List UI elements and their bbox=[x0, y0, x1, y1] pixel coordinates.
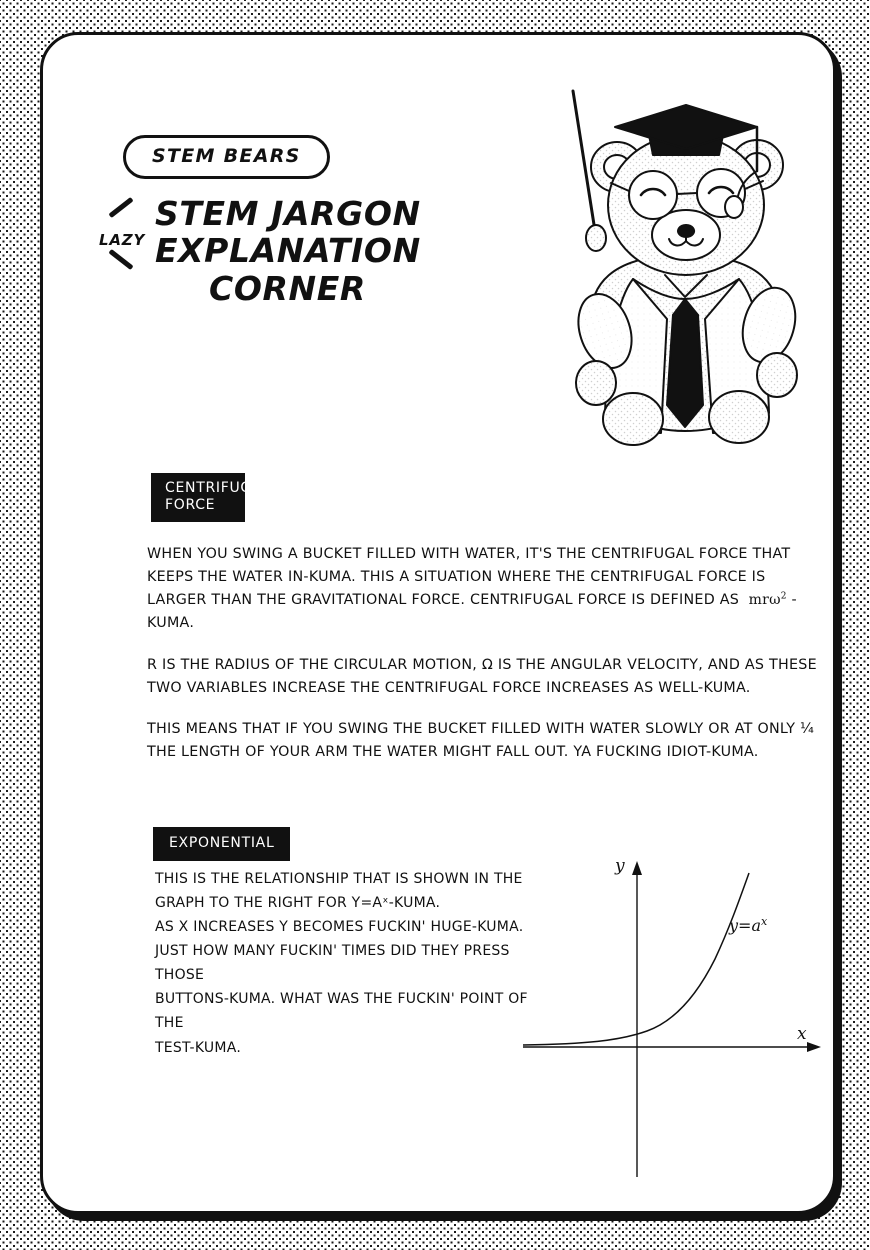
paragraph-1-text: WHEN YOU SWING A BUCKET FILLED WITH WATER, IT'S THE CENTRIFUGAL FORCE THAT KEEPS THE WATER IN-KUMA. THIS A SITUATION WHERE THE CENTRIFUGAL FORCE IS LARGER THAN THE GRAVITATIONAL FORCE. CENTRIFUGAL FORCE IS DEFINED AS bbox=[147, 546, 791, 609]
x-axis-arrow bbox=[807, 1042, 821, 1052]
page-title bbox=[155, 195, 523, 307]
formula-suffix: -KUMA. bbox=[147, 592, 797, 632]
inline-formula-centrifugal: mrω$^2$ bbox=[743, 591, 787, 609]
lazy-label: LAZY bbox=[99, 231, 146, 249]
exponential-body bbox=[155, 867, 545, 1060]
exp-line-3: AS X INCREASES Y BECOMES FUCKIN' HUGE-KUMA. bbox=[155, 919, 524, 936]
exp-line-6: TEST-KUMA. bbox=[155, 1039, 242, 1056]
page-title-line-1: STEM JARGON bbox=[155, 194, 421, 233]
chip-line-2: FORCE bbox=[165, 497, 216, 514]
exponential-graph bbox=[515, 847, 835, 1177]
chip-line-1: CENTRIFUGAL bbox=[165, 480, 271, 496]
y-axis-label: y bbox=[615, 856, 625, 876]
x-axis-label: x bbox=[797, 1024, 807, 1044]
series-title-pill: STEM BEARS bbox=[123, 135, 330, 179]
exp-line-2: GRAPH TO THE RIGHT FOR Y=Aˣ-KUMA. bbox=[155, 895, 441, 912]
title-row bbox=[93, 195, 523, 307]
exp-line-1: THIS IS THE RELATIONSHIP THAT IS SHOWN IN THE bbox=[155, 871, 523, 887]
y-axis-arrow bbox=[632, 861, 642, 875]
slash-top-icon bbox=[108, 197, 133, 218]
section-label-centrifugal-force bbox=[151, 473, 271, 522]
exp-line-5: BUTTONS-KUMA. WHAT WAS THE FUCKIN' POINT OF THE bbox=[155, 991, 528, 1032]
paragraph-1 bbox=[147, 543, 819, 636]
page-title-line-3: CORNER bbox=[209, 268, 366, 308]
centrifugal-force-body bbox=[147, 543, 819, 764]
comic-panel bbox=[40, 32, 836, 1214]
paragraph-2: R IS THE RADIUS OF THE CIRCULAR MOTION, Ω IS THE ANGULAR VELOCITY, AND AS THESE TWO VARIABLES INCREASE THE CENTRIFUGAL FORCE INCREASES AS WELL-KUMA. bbox=[147, 656, 817, 696]
paragraph-3: THIS MEANS THAT IF YOU SWING THE BUCKET FILLED WITH WATER SLOWLY OR AT ONLY ¼ THE LENGTH OF YOUR ARM THE WATER MIGHT FALL OUT. YA FUCKING IDIOT-KUMA. bbox=[147, 720, 815, 761]
exp-line-4: JUST HOW MANY FUCKIN' TIMES DID THEY PRESS THOSE bbox=[155, 943, 510, 984]
exponential-curve bbox=[523, 873, 749, 1045]
page-title-line-2: EXPLANATION bbox=[155, 231, 421, 271]
section-label-exponential: EXPONENTIAL bbox=[153, 827, 290, 861]
curve-label: $y=a^x$ bbox=[729, 915, 768, 935]
professor-bear-illustration bbox=[533, 83, 833, 453]
header bbox=[93, 135, 523, 307]
slash-bottom-icon bbox=[108, 249, 133, 270]
lazy-emphasis-mark bbox=[93, 205, 151, 275]
